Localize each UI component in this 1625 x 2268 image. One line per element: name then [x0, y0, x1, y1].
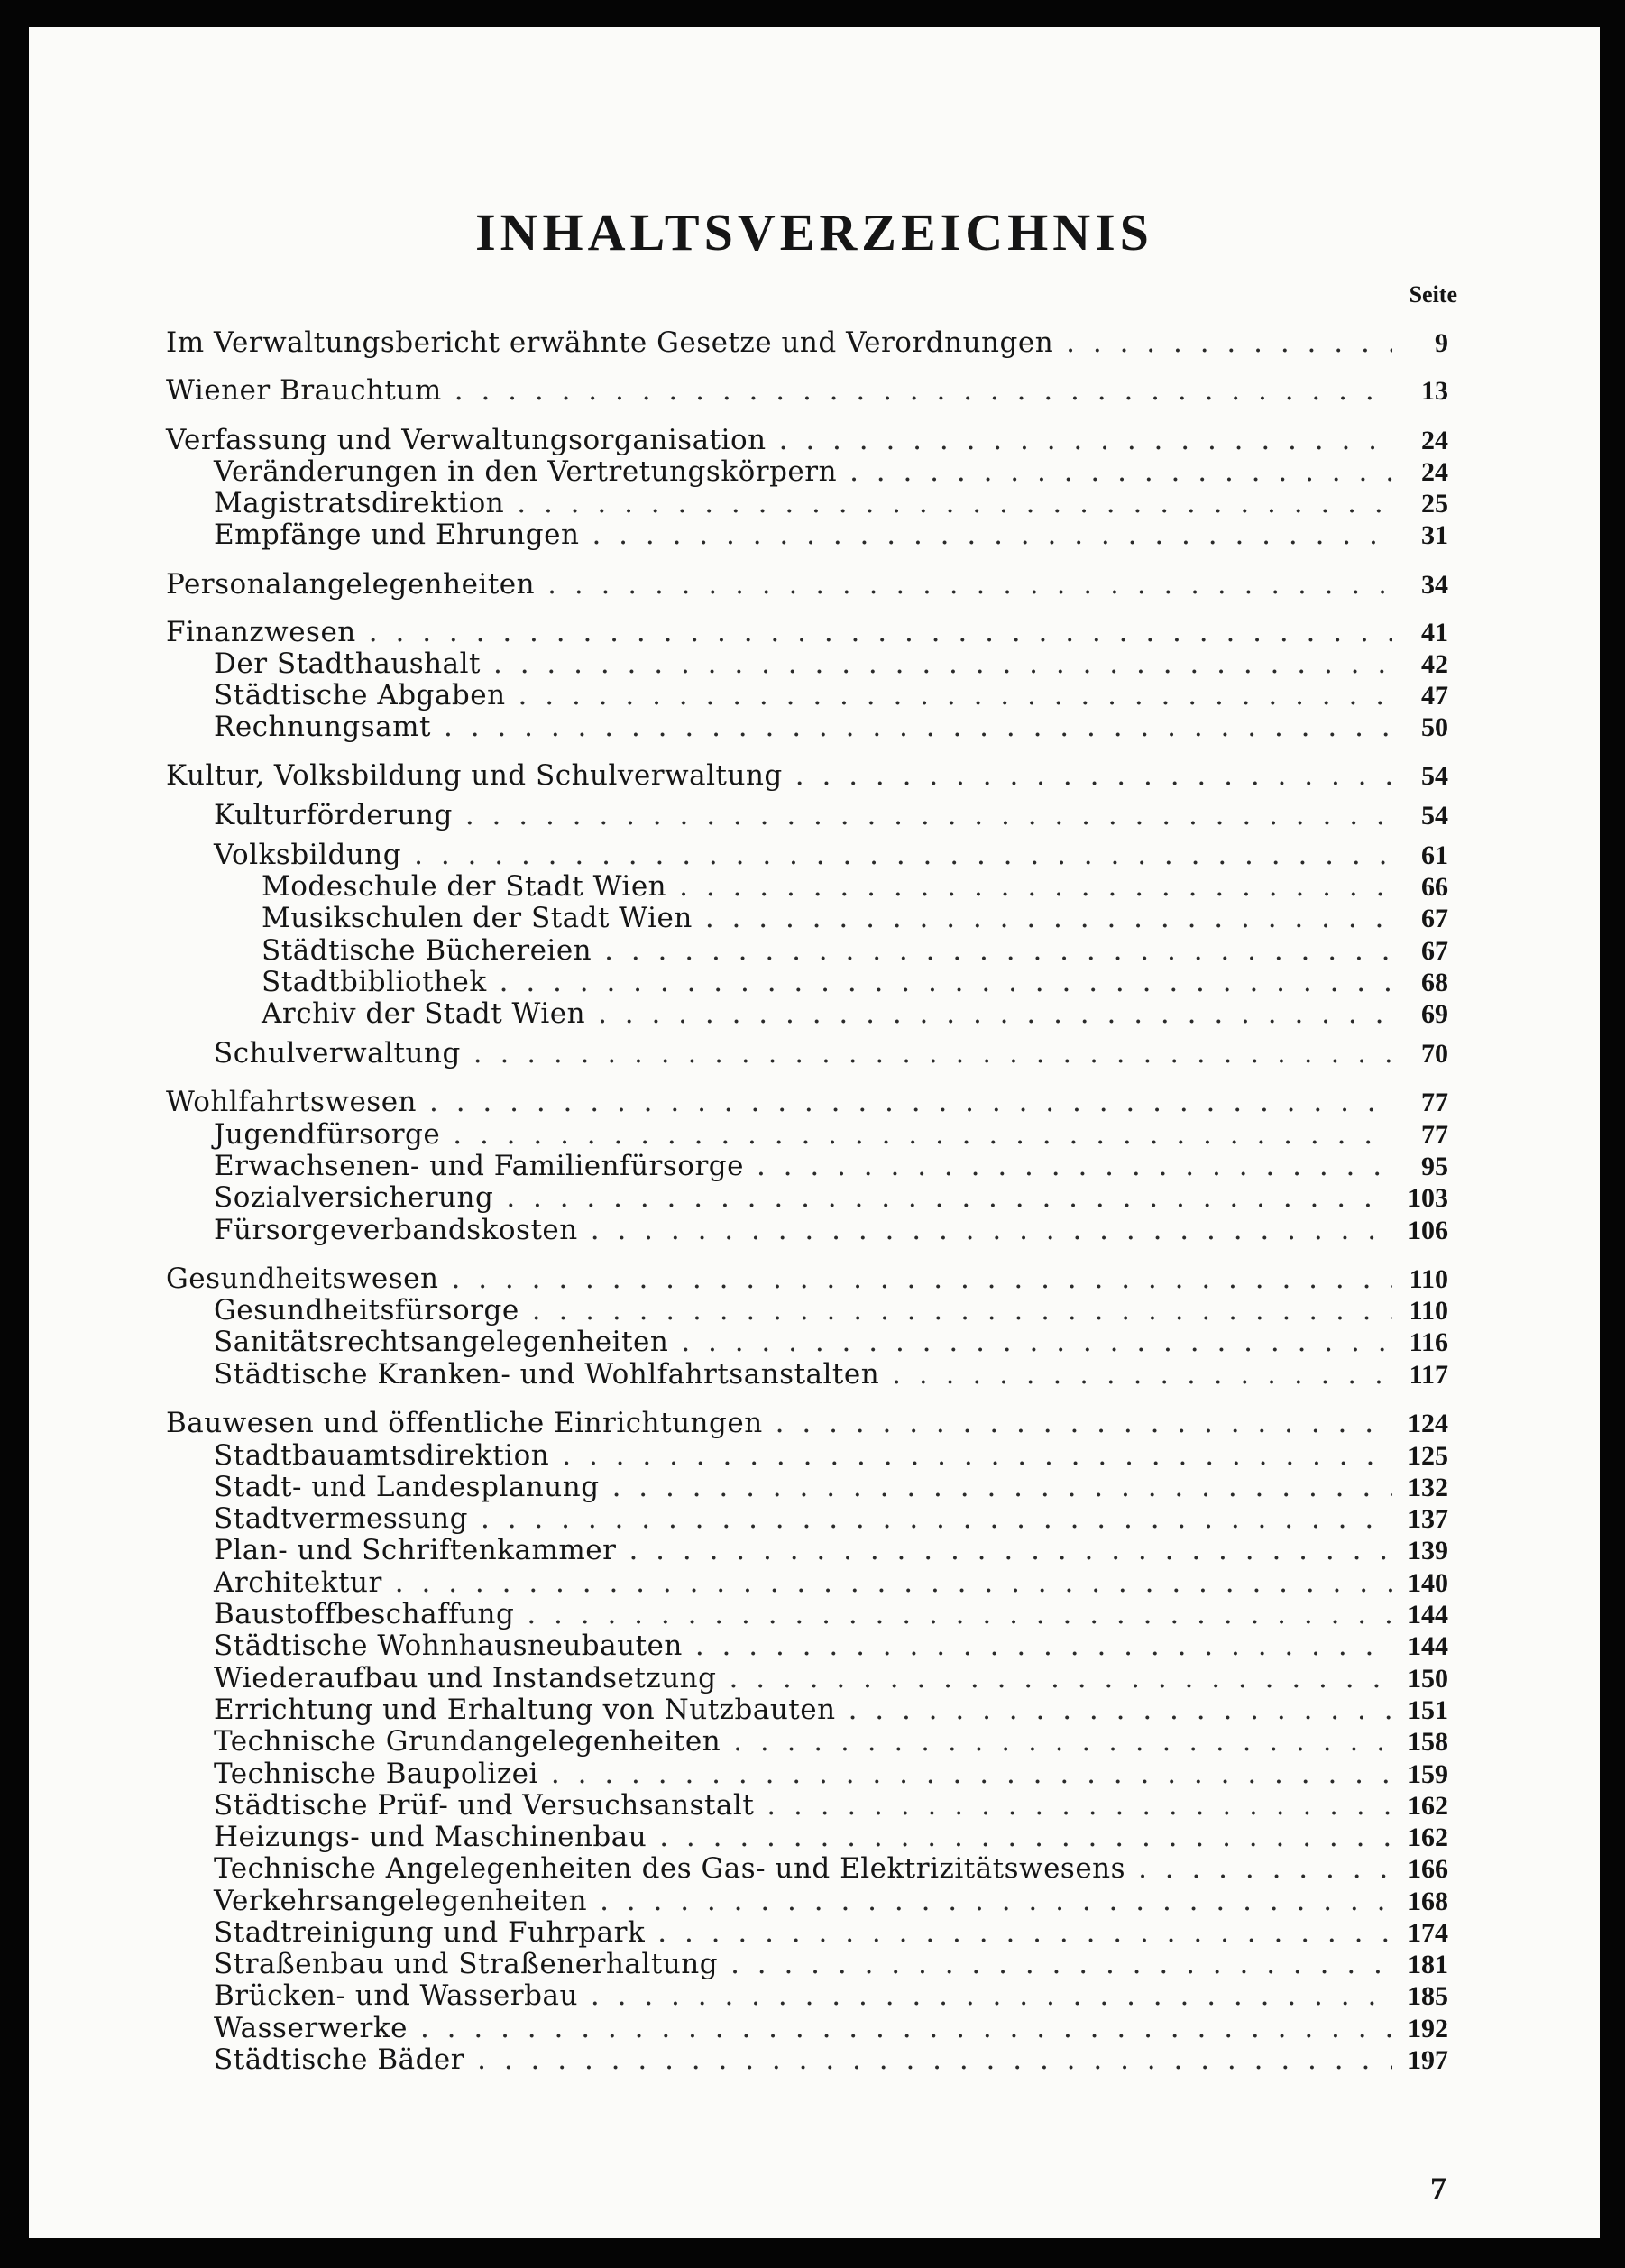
- dot-leader: [465, 799, 1392, 831]
- dot-leader: [591, 1214, 1392, 1246]
- dot-leader: [453, 1118, 1392, 1151]
- toc-entry-label: Archiv der Stadt Wien: [262, 997, 586, 1030]
- toc-entry-page: 140: [1408, 1568, 1448, 1598]
- toc-entry: [166, 1086, 1448, 1118]
- toc-entry-page: 47: [1421, 681, 1448, 711]
- toc-entry: [214, 711, 1448, 743]
- page-column-header: Seite: [1409, 281, 1457, 308]
- toc-entry-page: 70: [1421, 1039, 1448, 1069]
- page-number: 7: [1430, 2171, 1446, 2207]
- toc-entry-page: 95: [1421, 1152, 1448, 1181]
- dot-leader: [1066, 326, 1392, 359]
- toc-entry: [214, 1948, 1448, 1980]
- toc-entry-page: 117: [1409, 1360, 1448, 1390]
- dot-leader: [473, 1037, 1392, 1070]
- toc-entry-page: 67: [1421, 904, 1448, 933]
- toc-entry: [214, 1821, 1448, 1853]
- toc-entry-page: 66: [1421, 872, 1448, 902]
- toc-entry-label: Volksbildung: [214, 839, 402, 871]
- toc-entry-label: Brücken- und Wasserbau: [214, 1979, 578, 2012]
- toc-entry-label: Erwachsenen- und Familienfürsorge: [214, 1150, 744, 1182]
- toc-entry-label: Finanzwesen: [166, 616, 356, 648]
- dot-leader: [679, 870, 1392, 903]
- toc-entry-page: 61: [1421, 840, 1448, 870]
- toc-entry-page: 54: [1421, 761, 1448, 791]
- toc-entry-label: Wiener Brauchtum: [166, 374, 442, 407]
- page-title: INHALTSVERZEICHNIS: [475, 203, 1153, 262]
- toc-entry-page: 174: [1408, 1918, 1448, 1948]
- toc-entry: [214, 1598, 1448, 1630]
- toc-entry-page: 110: [1409, 1296, 1448, 1326]
- toc-entry-page: 162: [1408, 1823, 1448, 1852]
- toc-entry-page: 25: [1421, 489, 1448, 519]
- toc-entry: [214, 1439, 1448, 1472]
- dot-leader: [604, 934, 1392, 967]
- toc-entry-label: Gesundheitswesen: [166, 1263, 439, 1295]
- toc-entry-label: Modeschule der Stadt Wien: [262, 870, 667, 903]
- toc-entry: [166, 1263, 1448, 1295]
- toc-entry: [214, 1630, 1448, 1662]
- toc-entry-label: Kulturförderung: [214, 799, 453, 831]
- dot-leader: [657, 1916, 1392, 1949]
- toc-entry: [262, 997, 1448, 1030]
- dot-leader: [547, 568, 1392, 601]
- dot-leader: [562, 1439, 1392, 1472]
- toc-entry-page: 69: [1421, 999, 1448, 1029]
- dot-leader: [733, 1725, 1392, 1758]
- toc-entry: [214, 1502, 1448, 1535]
- toc-entry: [214, 839, 1448, 871]
- toc-entry-page: 144: [1408, 1631, 1448, 1661]
- toc-entry-label: Städtische Kranken- und Wohlfahrtsanstalten: [214, 1358, 880, 1391]
- toc-entry: [214, 799, 1448, 831]
- toc-entry-label: Empfänge und Ehrungen: [214, 519, 580, 551]
- toc-entry: [214, 1150, 1448, 1182]
- dot-leader: [767, 1789, 1392, 1822]
- toc-entry-page: 68: [1421, 968, 1448, 997]
- toc-entry-page: 77: [1421, 1088, 1448, 1117]
- toc-entry-label: Baustoffbeschaffung: [214, 1598, 515, 1630]
- toc-entry: [214, 519, 1448, 551]
- dot-leader: [493, 647, 1392, 680]
- dot-leader: [892, 1358, 1392, 1391]
- toc-entry: [214, 1214, 1448, 1246]
- dot-leader: [598, 997, 1392, 1030]
- dot-leader: [519, 679, 1392, 712]
- dot-leader: [681, 1326, 1392, 1358]
- dot-leader: [629, 1534, 1392, 1566]
- toc-entry: [262, 870, 1448, 903]
- dot-leader: [659, 1821, 1392, 1853]
- toc-entry: [214, 1758, 1448, 1790]
- toc-entry-label: Wiederaufbau und Instandsetzung: [214, 1662, 717, 1694]
- toc-entry-page: 158: [1408, 1727, 1448, 1757]
- toc-entry: [214, 1979, 1448, 2012]
- toc-entry: [214, 1789, 1448, 1822]
- toc-entry-label: Technische Grundangelegenheiten: [214, 1725, 721, 1758]
- dot-leader: [506, 1181, 1392, 1214]
- toc-entry-page: 162: [1408, 1791, 1448, 1821]
- toc-entry: [214, 1694, 1448, 1726]
- toc-entry: [166, 568, 1448, 601]
- toc-entry-page: 50: [1421, 712, 1448, 742]
- toc-entry: [214, 1326, 1448, 1358]
- toc-entry-label: Stadtreinigung und Fuhrpark: [214, 1916, 646, 1949]
- toc-entry-page: 42: [1421, 649, 1448, 679]
- toc-entry: [262, 966, 1448, 998]
- toc-entry-page: 197: [1408, 2045, 1448, 2075]
- toc-entry: [214, 1358, 1448, 1391]
- toc-entry-page: 125: [1408, 1441, 1448, 1471]
- dot-leader: [444, 711, 1392, 743]
- toc-entry-label: Jugendfürsorge: [214, 1118, 441, 1151]
- toc-entry: [214, 1181, 1448, 1214]
- toc-entry: [214, 1916, 1448, 1949]
- toc-entry-page: 34: [1421, 570, 1448, 600]
- toc-entry-page: 116: [1409, 1327, 1448, 1357]
- toc-entry: [214, 1118, 1448, 1151]
- toc-entry: [262, 902, 1448, 934]
- toc-entry: [214, 487, 1448, 519]
- toc-entry: [166, 424, 1448, 456]
- toc-entry-label: Bauwesen und öffentliche Einrichtungen: [166, 1407, 763, 1439]
- toc-entry: [214, 1471, 1448, 1503]
- toc-entry: [214, 647, 1448, 680]
- toc-entry-label: Technische Angelegenheiten des Gas- und Elektrizitätswesens: [214, 1852, 1126, 1885]
- toc-entry: [214, 1725, 1448, 1758]
- toc-entry-page: 139: [1408, 1536, 1448, 1566]
- dot-leader: [395, 1566, 1392, 1599]
- toc-entry-label: Schulverwaltung: [214, 1037, 461, 1070]
- dot-leader: [477, 2043, 1392, 2076]
- dot-leader: [1138, 1852, 1392, 1885]
- dot-leader: [612, 1471, 1392, 1503]
- dot-leader: [414, 839, 1392, 871]
- toc-entry-label: Städtische Bäder: [214, 2043, 465, 2076]
- toc-entry-label: Veränderungen in den Vertretungskörpern: [214, 455, 838, 488]
- toc-entry-label: Technische Baupolizei: [214, 1758, 538, 1790]
- toc-entry-label: Stadtbibliothek: [262, 966, 487, 998]
- toc-entry-page: 9: [1435, 328, 1448, 358]
- toc-entry: [214, 1662, 1448, 1694]
- toc-entry-label: Wasserwerke: [214, 2012, 408, 2044]
- toc-entry-page: 13: [1421, 376, 1448, 406]
- toc-entry: [214, 455, 1448, 488]
- toc-entry: [166, 374, 1448, 407]
- toc-entry-page: 166: [1408, 1854, 1448, 1884]
- toc-entry-label: Städtische Wohnhausneubauten: [214, 1630, 683, 1662]
- dot-leader: [730, 1948, 1392, 1980]
- toc-entry-page: 24: [1421, 426, 1448, 455]
- dot-leader: [591, 1979, 1392, 2012]
- dot-leader: [849, 455, 1392, 488]
- toc-entry-label: Wohlfahrtswesen: [166, 1086, 418, 1118]
- toc-entry-page: 41: [1421, 618, 1448, 647]
- toc-entry-label: Stadtbauamtsdirektion: [214, 1439, 550, 1472]
- toc-entry-label: Städtische Büchereien: [262, 934, 592, 967]
- toc-entry: [214, 1852, 1448, 1885]
- dot-leader: [592, 519, 1392, 551]
- toc-entry-label: Architektur: [214, 1566, 382, 1599]
- toc-entry-label: Im Verwaltungsbericht erwähnte Gesetze und Verordnungen: [166, 326, 1054, 359]
- dot-leader: [729, 1662, 1392, 1694]
- toc-entry-page: 77: [1421, 1120, 1448, 1150]
- toc-entry-label: Personalangelegenheiten: [166, 568, 536, 601]
- toc-entry-label: Gesundheitsfürsorge: [214, 1294, 519, 1327]
- toc-entry-label: Sanitätsrechtsangelegenheiten: [214, 1326, 669, 1358]
- toc-entry: [214, 679, 1448, 712]
- toc-entry-label: Der Stadthaushalt: [214, 647, 481, 680]
- dot-leader: [517, 487, 1392, 519]
- toc-entry-page: 54: [1421, 801, 1448, 831]
- toc-entry: [214, 2012, 1448, 2044]
- dot-leader: [795, 759, 1392, 792]
- toc-entry-page: 24: [1421, 457, 1448, 487]
- toc-entry: [214, 1885, 1448, 1917]
- toc-entry-page: 132: [1408, 1473, 1448, 1502]
- toc-entry-page: 110: [1409, 1264, 1448, 1294]
- dot-leader: [532, 1294, 1392, 1327]
- toc-entry-page: 144: [1408, 1600, 1448, 1630]
- toc-entry-label: Sozialversicherung: [214, 1181, 494, 1214]
- toc-entry-page: 185: [1408, 1981, 1448, 2011]
- toc-entry: [166, 1407, 1448, 1439]
- dot-leader: [369, 616, 1392, 648]
- toc-entry-page: 124: [1408, 1409, 1448, 1438]
- toc-entry: [166, 326, 1448, 359]
- dot-leader: [776, 1407, 1392, 1439]
- dot-leader: [452, 1263, 1393, 1295]
- dot-leader: [420, 2012, 1392, 2044]
- toc-entry-page: 31: [1421, 520, 1448, 550]
- dot-leader: [527, 1598, 1392, 1630]
- toc-entry-label: Musikschulen der Stadt Wien: [262, 902, 693, 934]
- toc-entry-label: Fürsorgeverbandskosten: [214, 1214, 578, 1246]
- toc-entry-page: 159: [1408, 1759, 1448, 1789]
- toc-entry-label: Plan- und Schriftenkammer: [214, 1534, 617, 1566]
- toc-entry: [214, 1294, 1448, 1327]
- dot-leader: [757, 1150, 1392, 1182]
- toc-entry-label: Rechnungsamt: [214, 711, 431, 743]
- toc-entry-label: Städtische Abgaben: [214, 679, 506, 712]
- toc-entry-page: 181: [1408, 1950, 1448, 1979]
- toc-entry-label: Verfassung und Verwaltungsorganisation: [166, 424, 767, 456]
- toc-entry: [166, 759, 1448, 792]
- toc-entry-label: Verkehrsangelegenheiten: [214, 1885, 588, 1917]
- toc-entry-page: 103: [1408, 1183, 1448, 1213]
- toc-entry-page: 137: [1408, 1504, 1448, 1534]
- toc-entry: [214, 1534, 1448, 1566]
- toc-entry-page: 151: [1408, 1695, 1448, 1725]
- dot-leader: [695, 1630, 1392, 1662]
- dot-leader: [779, 424, 1392, 456]
- toc-entry-page: 106: [1408, 1216, 1448, 1245]
- toc-entry-label: Heizungs- und Maschinenbau: [214, 1821, 647, 1853]
- toc-entry-label: Kultur, Volksbildung und Schulverwaltung: [166, 759, 783, 792]
- toc-entry: [214, 1037, 1448, 1070]
- toc-entry-label: Errichtung und Erhaltung von Nutzbauten: [214, 1694, 836, 1726]
- toc-entry-label: Stadt- und Landesplanung: [214, 1471, 600, 1503]
- dot-leader: [600, 1885, 1392, 1917]
- dot-leader: [481, 1502, 1392, 1535]
- toc-entry-label: Straßenbau und Straßenerhaltung: [214, 1948, 719, 1980]
- toc-entry: [262, 934, 1448, 967]
- toc-entry-label: Magistratsdirektion: [214, 487, 505, 519]
- toc-entry-page: 168: [1408, 1887, 1448, 1916]
- toc-entry-page: 67: [1421, 936, 1448, 966]
- dot-leader: [705, 902, 1392, 934]
- toc-entry-label: Städtische Prüf- und Versuchsanstalt: [214, 1789, 755, 1822]
- toc-entry: [214, 2043, 1448, 2076]
- toc-entry-label: Stadtvermessung: [214, 1502, 468, 1535]
- toc-entry-page: 150: [1408, 1664, 1448, 1694]
- document-page: [29, 27, 1600, 2238]
- dot-leader: [500, 966, 1392, 998]
- toc-entry: [166, 616, 1448, 648]
- toc-entry: [214, 1566, 1448, 1599]
- toc-entry-page: 192: [1408, 2014, 1448, 2043]
- dot-leader: [551, 1758, 1392, 1790]
- dot-leader: [454, 374, 1392, 407]
- dot-leader: [429, 1086, 1392, 1118]
- dot-leader: [849, 1694, 1392, 1726]
